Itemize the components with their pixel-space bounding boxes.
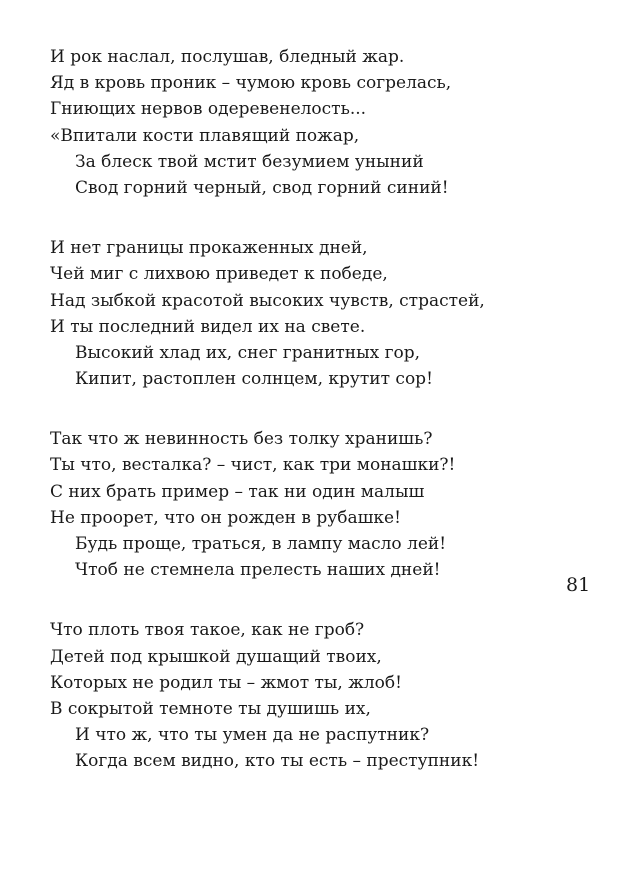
poem (50, 44, 550, 809)
poem-line-indented: Свод горний черный, свод горний синий! (75, 177, 449, 198)
poem-line: В сокрытой темноте ты душишь их, (50, 698, 371, 719)
poem-line: С них брать пример – так ни один малыш (50, 481, 425, 502)
page-number: 81 (566, 574, 591, 596)
stanza (50, 426, 550, 583)
poem-line-indented: И что ж, что ты умен да не распутник? (75, 725, 430, 746)
stanza (50, 617, 550, 774)
poem-line: И нет границы прокаженных дней, (50, 238, 368, 259)
poem-line-indented: Когда всем видно, кто ты есть – преступник! (75, 751, 480, 772)
poem-line: И рок наслал, послушав, бледный жар. (50, 47, 405, 67)
poem-line-indented: Будь проще, трать​ся, в лампу масло лей! (75, 534, 447, 554)
poem-line: Яд в кровь проник – чумою кровь согрелась, (50, 73, 452, 94)
poem-line: Гниющих нервов одеревенелость... (50, 99, 367, 120)
stanza (50, 235, 550, 392)
stanza (50, 44, 550, 201)
poem-line: Чей миг с лихвою приведет к победе, (50, 264, 388, 285)
poem-line: Детей под крышкой душащий твоих, (50, 646, 382, 667)
poem-line-indented: Высокий хлад их, снег гранитных гор, (75, 342, 421, 363)
poem-line: Которых не родил ты – жмот ты, жлоб! (50, 672, 402, 693)
poem-line: Что плоть твоя такое, как не гроб? (50, 620, 365, 641)
poem-line-indented: Чтоб не стемнела прелесть наших дней! (75, 560, 441, 581)
poem-line: «Впитали кости плавящий пожар, (50, 125, 360, 146)
poem-line: Так что ж невинность без толку хранишь? (50, 429, 433, 450)
poem-line: Не проорет, что он рожден в рубашке! (50, 507, 401, 528)
poem-line: И ты последний видел их на свете. (50, 316, 366, 337)
poem-line-indented: За блеск твой мстит безумием уныний (75, 151, 424, 172)
poem-line-indented: Кипит, растоплен солнцем, крутит сор! (75, 369, 433, 390)
poem-line: Над зыбкой красотой высоких чувств, страстей, (50, 290, 485, 311)
poem-line: Ты что, весталка? – чист, как три монашки?! (50, 455, 456, 476)
